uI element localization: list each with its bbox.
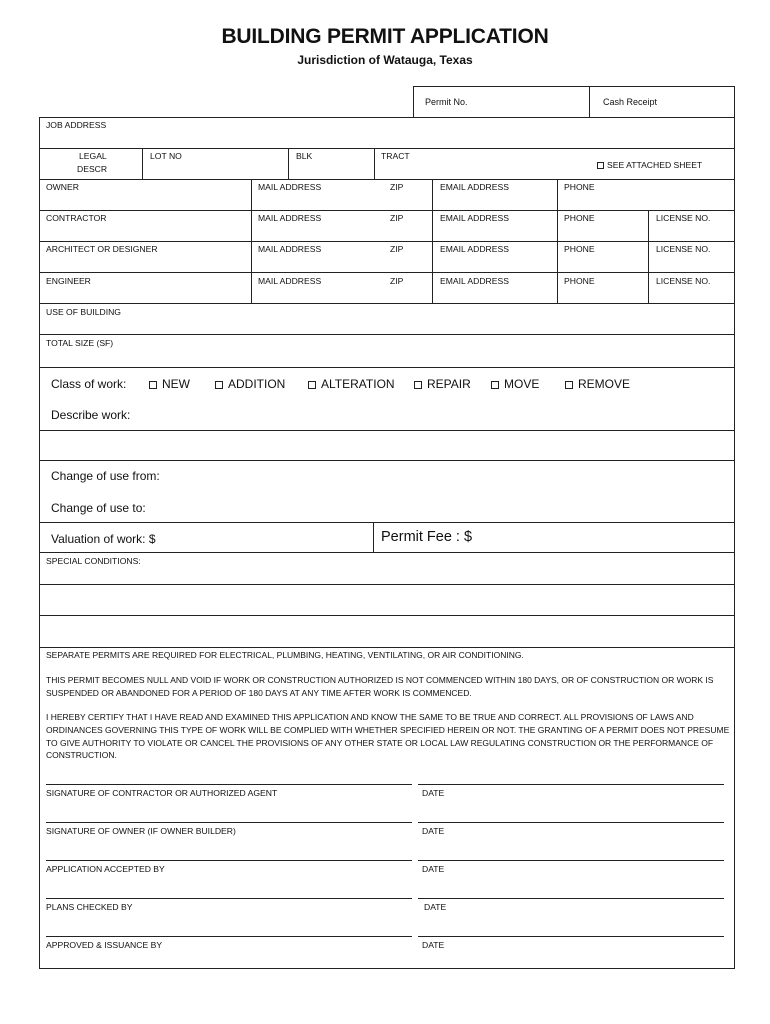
checkbox-icon <box>597 162 604 169</box>
checkbox-icon <box>491 381 499 389</box>
blk-label: BLK <box>296 151 313 161</box>
contractor-date-label: DATE <box>422 788 445 798</box>
plans-date-label: DATE <box>424 902 447 912</box>
see-attached-checkbox[interactable] <box>597 160 702 170</box>
owner-phone-label: PHONE <box>564 182 595 192</box>
accepted-by-label: APPLICATION ACCEPTED BY <box>46 864 165 874</box>
approved-date-line[interactable] <box>418 936 724 937</box>
approved-signature-line[interactable] <box>46 936 412 937</box>
contractor-date-line[interactable] <box>418 784 724 785</box>
accepted-date-label: DATE <box>422 864 445 874</box>
checkbox-icon <box>215 381 223 389</box>
class-alteration-option[interactable]: ALTERATION <box>308 377 395 391</box>
contractor-email-label: EMAIL ADDRESS <box>440 213 509 223</box>
cash-receipt-label: Cash Receipt <box>603 97 658 107</box>
legal-descr-label-1: LEGAL <box>79 151 107 161</box>
permit-no-label: Permit No. <box>425 97 468 107</box>
plans-date-line[interactable] <box>418 898 724 899</box>
owner-signature-label: SIGNATURE OF OWNER (IF OWNER BUILDER) <box>46 826 236 836</box>
owner-signature-line[interactable] <box>46 822 412 823</box>
class-of-work-label: Class of work: <box>51 377 127 391</box>
change-use-from-label: Change of use from: <box>51 469 160 483</box>
architect-license-label: LICENSE NO. <box>656 244 711 254</box>
class-addition-option[interactable]: ADDITION <box>215 377 285 391</box>
job-address-field[interactable] <box>40 130 738 149</box>
describe-work-label: Describe work: <box>51 408 131 422</box>
contractor-signature-line[interactable] <box>46 784 412 785</box>
contractor-phone-label: PHONE <box>564 213 595 223</box>
engineer-label: ENGINEER <box>46 276 91 286</box>
permit-box <box>413 86 735 117</box>
checkbox-icon <box>149 381 157 389</box>
architect-label: ARCHITECT OR DESIGNER <box>46 244 158 254</box>
checkbox-icon <box>414 381 422 389</box>
separate-permits-notice: SEPARATE PERMITS ARE REQUIRED FOR ELECTRICAL, PLUMBING, HEATING, VENTILATING, OR AIR CONDITIONING. <box>46 650 524 660</box>
engineer-phone-label: PHONE <box>564 276 595 286</box>
owner-mail-address-label: MAIL ADDRESS <box>258 182 322 192</box>
lot-no-label: LOT NO <box>150 151 182 161</box>
class-repair-option[interactable]: REPAIR <box>414 377 471 391</box>
special-conditions-label: SPECIAL CONDITIONS: <box>46 556 141 566</box>
certify-notice: I HEREBY CERTIFY THAT I HAVE READ AND EXAMINED THIS APPLICATION AND KNOW THE SAME TO BE TRUE AND CORRECT. ALL PROVISIONS OF LAWS AND ORDINANCES GOVERNING THIS TYPE OF WORK WILL BE COMPLIED WITH WHETHER SPECIFIED HEREIN OR NOT. THE GRANTING OF A PERMIT DOES NOT PRESUME TO GIVE AUTHORITY TO VIOLATE OR CANCEL THE PROVISIONS OF ANY OTHER STATE OR LOCAL LAW REGULATING CONSTRUCTION OR THE PERFORMANCE OF CONSTRUCTION. <box>46 712 730 761</box>
owner-label: OWNER <box>46 182 79 192</box>
accepted-date-line[interactable] <box>418 860 724 861</box>
form-title: BUILDING PERMIT APPLICATION <box>221 25 549 48</box>
checkbox-icon <box>308 381 316 389</box>
use-of-building-label: USE OF BUILDING <box>46 307 121 317</box>
checkbox-icon <box>565 381 573 389</box>
tract-label: TRACT <box>381 151 410 161</box>
approved-issuance-label: APPROVED & ISSUANCE BY <box>46 940 163 950</box>
owner-email-label: EMAIL ADDRESS <box>440 182 509 192</box>
engineer-mail-address-label: MAIL ADDRESS <box>258 276 322 286</box>
see-attached-label: SEE ATTACHED SHEET <box>607 160 703 170</box>
plans-signature-line[interactable] <box>46 898 412 899</box>
valuation-label: Valuation of work: $ <box>51 532 156 546</box>
owner-date-line[interactable] <box>418 822 724 823</box>
engineer-email-label: EMAIL ADDRESS <box>440 276 509 286</box>
legal-descr-label-2: DESCR <box>77 164 108 174</box>
job-address-label: JOB ADDRESS <box>46 120 107 130</box>
engineer-zip-label: ZIP <box>390 276 404 286</box>
architect-mail-address-label: MAIL ADDRESS <box>258 244 322 254</box>
engineer-license-label: LICENSE NO. <box>656 276 711 286</box>
form-subtitle: Jurisdiction of Watauga, Texas <box>297 53 473 67</box>
contractor-zip-label: ZIP <box>390 213 404 223</box>
plans-checked-label: PLANS CHECKED BY <box>46 902 133 912</box>
accepted-signature-line[interactable] <box>46 860 412 861</box>
class-new-option[interactable]: NEW <box>149 377 190 391</box>
architect-zip-label: ZIP <box>390 244 404 254</box>
null-void-notice: THIS PERMIT BECOMES NULL AND VOID IF WORK OR CONSTRUCTION AUTHORIZED IS NOT COMMENCED WITHIN 180 DAYS, OR OF CONSTRUCTION OR WORK IS SUSPENDED OR ABANDONED FOR A PERIOD OF 180 DAYS AT ANY TIME AFTER WORK IS COMMENCED. <box>46 675 714 698</box>
architect-phone-label: PHONE <box>564 244 595 254</box>
approved-date-label: DATE <box>422 940 445 950</box>
contractor-mail-address-label: MAIL ADDRESS <box>258 213 322 223</box>
class-move-option[interactable]: MOVE <box>491 377 539 391</box>
owner-zip-label: ZIP <box>390 182 404 192</box>
class-remove-option[interactable]: REMOVE <box>565 377 630 391</box>
contractor-signature-label: SIGNATURE OF CONTRACTOR OR AUTHORIZED AGENT <box>46 788 278 798</box>
permit-fee-label: Permit Fee : $ <box>381 529 473 545</box>
change-use-to-label: Change of use to: <box>51 501 146 515</box>
architect-email-label: EMAIL ADDRESS <box>440 244 509 254</box>
contractor-label: CONTRACTOR <box>46 213 107 223</box>
contractor-license-label: LICENSE NO. <box>656 213 711 223</box>
total-size-label: TOTAL SIZE (SF) <box>46 338 114 348</box>
owner-date-label: DATE <box>422 826 445 836</box>
